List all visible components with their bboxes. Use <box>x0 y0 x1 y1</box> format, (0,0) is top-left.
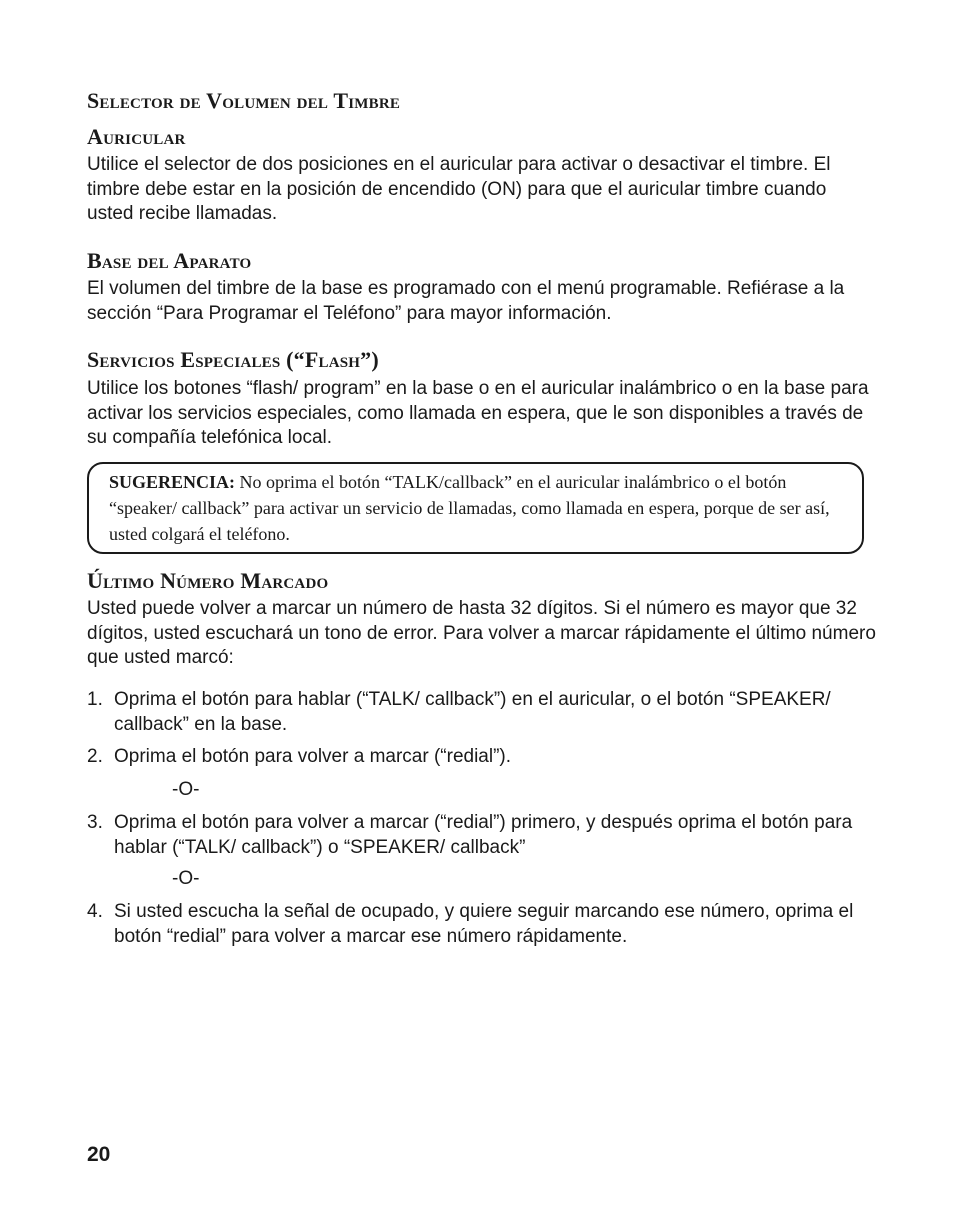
list-item <box>87 900 877 949</box>
list-item-number: 3. <box>87 812 103 833</box>
subsection-title-handset: Auricular <box>87 124 186 149</box>
tip-label: SUGERENCIA: <box>109 472 236 492</box>
tip-text: No oprima el botón “TALK/callback” en el auricular inalámbrico o el botón “speaker/ callback” para activar un servicio de llamadas, como llamada en espera, porque de ser así, usted colgará el teléfono. <box>109 472 830 544</box>
redial-intro-paragraph: Usted puede volver a marcar un número de hasta 32 dígitos. Si el número es mayor que 32 dígitos, usted escuchará un tono de error. Para volver a marcar rápidamente el último número que usted marcó: <box>87 598 876 668</box>
list-item-number: 2. <box>87 746 103 767</box>
list-item <box>87 745 877 770</box>
list-item-number: 1. <box>87 689 103 710</box>
list-item-text: Oprima el botón para volver a marcar (“redial”) primero, y después oprima el botón para hablar (“TALK/ callback”) o “SPEAKER/ callback” <box>114 812 853 858</box>
tip-box <box>87 462 864 554</box>
base-paragraph: El volumen del timbre de la base es programado con el menú programable. Refiérase a la sección “Para Programar el Teléfono” para mayor información. <box>87 278 845 324</box>
tip-paragraph <box>109 469 849 547</box>
list-item <box>87 811 877 860</box>
section-title-last-number-redial: Último Número Marcado <box>87 568 329 593</box>
section-title-flash-services: Servicios Especiales (“Flash”) <box>87 347 379 372</box>
list-item-text: Si usted escucha la señal de ocupado, y quiere seguir marcando ese número, oprima el botón “redial” para volver a marcar ese número rápidamente. <box>114 901 854 947</box>
list-item-text: Oprima el botón para volver a marcar (“redial”). <box>114 746 512 767</box>
page-number: 20 <box>87 1143 111 1166</box>
flash-services-paragraph: Utilice los botones “flash/ program” en la base o en el auricular inalámbrico o en la base para activar los servicios especiales, como llamada en espera, que le son disponibles a través de su compañía telefónica local. <box>87 378 869 448</box>
list-item-text: Oprima el botón para hablar (“TALK/ callback”) en el auricular, o el botón “SPEAKER/ callback” en la base. <box>114 689 831 735</box>
list-item <box>87 688 877 737</box>
list-item-number: 4. <box>87 901 103 922</box>
or-separator: -O- <box>172 779 200 800</box>
or-separator: -O- <box>172 868 200 889</box>
section-title-ringer-volume: Selector de Volumen del Timbre <box>87 88 401 113</box>
handset-paragraph: Utilice el selector de dos posiciones en el auricular para activar o desactivar el timbre. El timbre debe estar en la posición de encendido (ON) para que el auricular timbre cuando usted recibe llamadas. <box>87 154 831 224</box>
subsection-title-base: Base del Aparato <box>87 248 252 273</box>
